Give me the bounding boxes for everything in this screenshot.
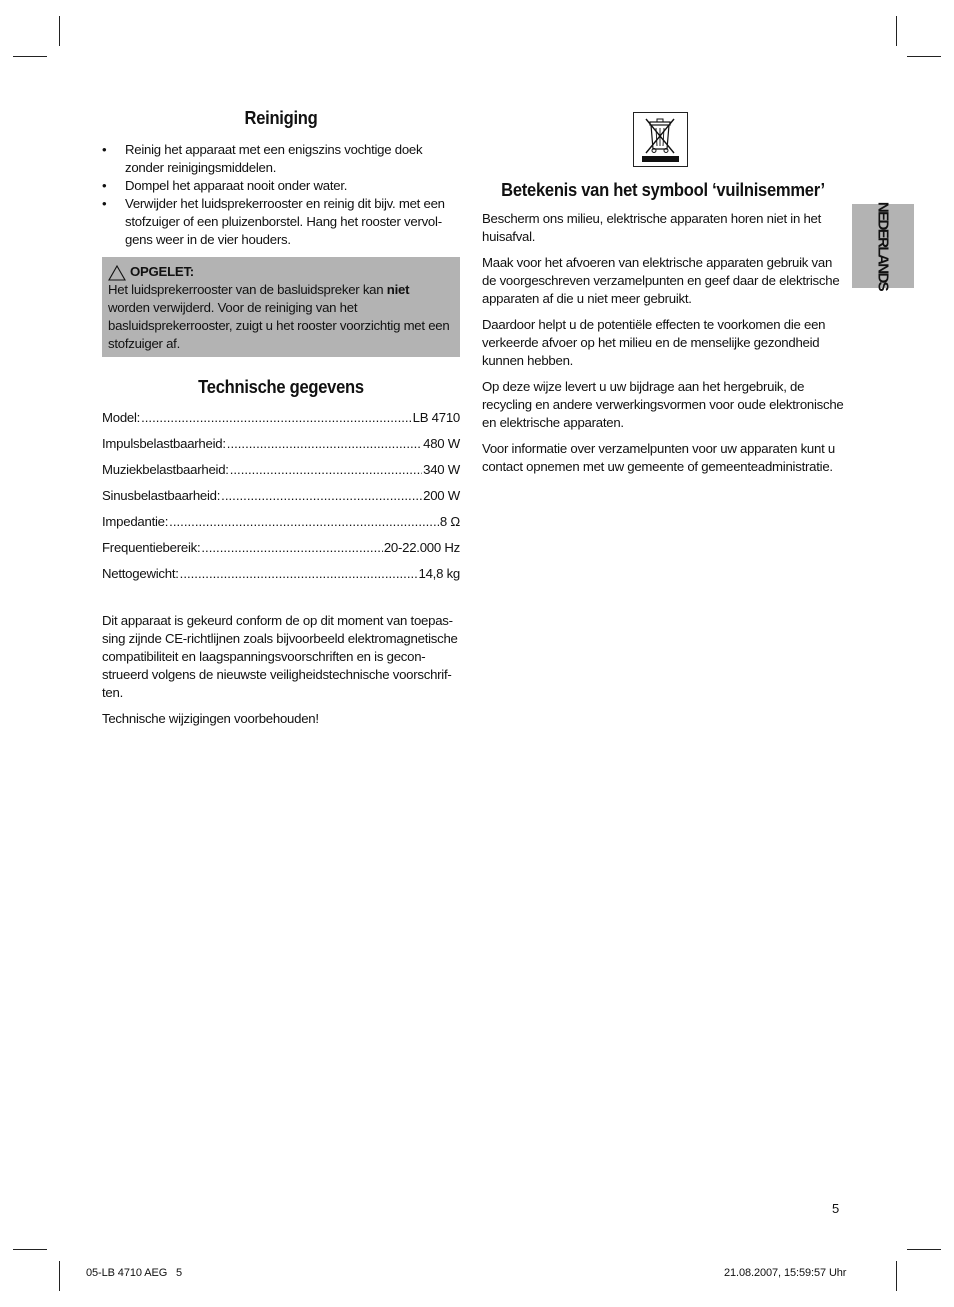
language-tab-label: NEDERLANDS [874, 201, 892, 291]
cleaning-list [102, 141, 460, 249]
crop-mark [59, 1261, 60, 1291]
crop-mark [13, 1249, 47, 1250]
disposal-heading: Betekenis van het symbool ‘vuilnisemmer’ [501, 180, 825, 200]
right-column [482, 112, 844, 484]
disposal-paragraph: Bescherm ons milieu, elektrische apparaten horen niet in het huisafval. [482, 211, 822, 244]
crop-mark [907, 1249, 941, 1250]
disposal-paragraph: Voor informatie over verzamelpunten voor uw apparaten kunt u contact opnemen met uw gemeente of gemeenteadministratie. [482, 441, 835, 474]
cleaning-heading: Reiniging [244, 108, 318, 128]
spec-row-weight: Nettogewicht: ..... 14,8 kg [102, 566, 460, 592]
spec-row-model: Model: ..... LB 4710 [102, 410, 460, 436]
spec-row-sine: Sinusbelastbaarheid: ..... 200 W [102, 488, 460, 514]
spec-row-music: Muziekbelastbaarheid: ..... 340 W [102, 462, 460, 488]
changes-text: Technische wijzigingen voorbehouden! [102, 711, 319, 726]
list-item: • Reinig het apparaat met een enigszins vochtige doek zonder reinigingsmiddelen. [102, 142, 423, 175]
list-item: • Dompel het apparaat nooit onder water. [102, 178, 348, 193]
list-item: • Verwijder het luidsprekerrooster en reinig dit bijv. met een stofzuiger of een pluizenborstel. Hang het rooster vervol-gens weer in de vier houders. [102, 196, 445, 247]
disposal-paragraph: Maak voor het afvoeren van elektrische apparaten gebruik van de voorgeschreven verzamelpunten en geef daar de elektrische apparaten af die u niet meer gebruikt. [482, 255, 840, 306]
specs-heading: Technische gegevens [198, 377, 364, 397]
footer-right: 21.08.2007, 15:59:57 Uhr [724, 1267, 847, 1279]
crop-mark [907, 56, 941, 57]
warning-triangle-icon [108, 265, 126, 281]
caution-text: Het luidsprekerrooster van de basluidspreker kan niet worden verwijderd. Voor de reiniging van het basluidsprekerrooster, zuigt u het rooster voorzichtig met een stofzuiger af. [108, 282, 450, 351]
language-tab [852, 201, 914, 291]
crop-mark [13, 56, 47, 57]
disposal-paragraph: Op deze wijze levert u uw bijdrage aan het hergebruik, de recycling en andere verwerkingsvormen voor oude elektronische en elektrische apparaten. [482, 379, 844, 430]
conformity-text: Dit apparaat is gekeurd conform de op dit moment van toepas-sing zijnde CE-richtlijnen zoals bijvoorbeeld elektromagnetische compatibiliteit en laagspanningsvoorschriften en is gecon-strueerd volgens de nieuwste veiligheidstechnische voorschrif-ten. [102, 613, 458, 700]
footer-left: 05-LB 4710 AEG 5 [86, 1267, 183, 1279]
spec-row-impulse: Impulsbelastbaarheid: ..... 480 W [102, 436, 460, 462]
caution-label: OPGELET: [130, 264, 194, 279]
disposal-paragraph: Daardoor helpt u de potentiële effecten te voorkomen die een verkeerde afvoer op het milieu en de menselijke gezondheid kunnen hebben. [482, 317, 826, 368]
caution-title [108, 263, 454, 281]
spec-table [102, 410, 460, 592]
caution-box [102, 257, 460, 357]
spec-row-impedance: Impedantie: ..... 8 Ω [102, 514, 460, 540]
disposal-text [482, 210, 844, 476]
spec-row-frequency: Frequentiebereik: ..... 20-22.000 Hz [102, 540, 460, 566]
crop-mark [59, 16, 60, 46]
crossed-out-wheelie-bin-icon [633, 112, 688, 167]
page-number: 5 [832, 1201, 840, 1216]
left-column [102, 108, 460, 736]
crop-mark [896, 1261, 897, 1291]
crop-mark [896, 16, 897, 46]
